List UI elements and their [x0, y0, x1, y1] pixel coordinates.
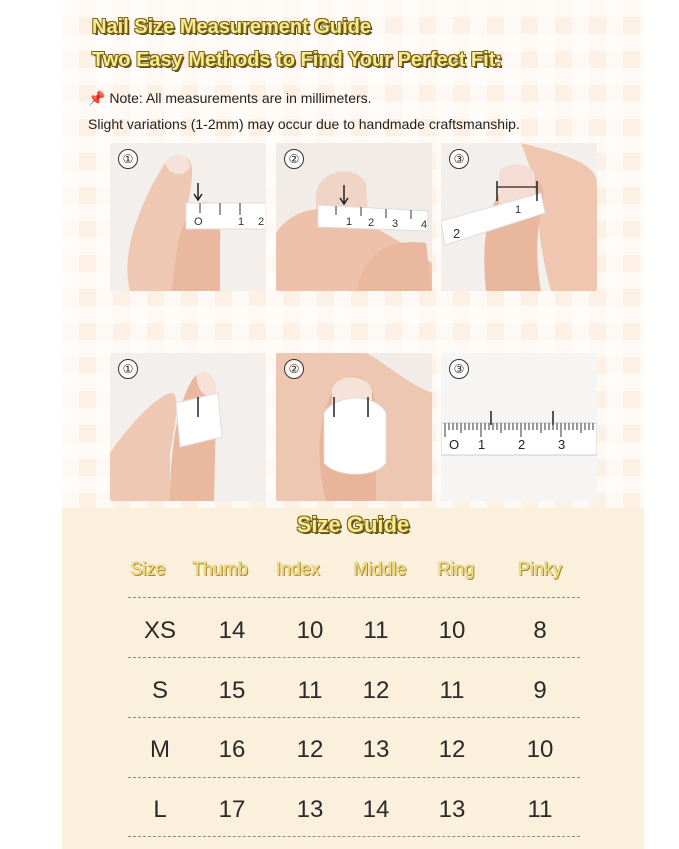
column-header-ring: Ring	[437, 559, 475, 579]
ring-cell: 10	[438, 617, 466, 644]
size-cell: M	[150, 736, 170, 763]
step-2-badge: ②	[284, 149, 304, 169]
middle-cell: 13	[362, 736, 390, 763]
size-cell: S	[151, 677, 168, 704]
middle-cell: 11	[363, 617, 389, 644]
step-3-badge: ③	[449, 359, 469, 379]
tape-number: 1	[346, 216, 353, 228]
pinky-cell: 10	[526, 736, 554, 763]
index-cell: 12	[296, 736, 324, 763]
middle-cell: 12	[362, 677, 390, 704]
tape-number: 1	[515, 204, 522, 216]
tape-number: 4	[421, 219, 428, 231]
method1-step1-photo	[110, 143, 266, 291]
ruler-number: 2	[518, 437, 526, 452]
index-cell: 11	[297, 677, 323, 704]
column-header-pinky: Pinky	[517, 559, 562, 579]
size-cell: L	[153, 796, 167, 823]
thumb-cell: 16	[218, 736, 246, 763]
column-header-index: Index	[275, 559, 321, 579]
tape-number: 2	[453, 226, 461, 241]
method2-step3-photo	[441, 353, 597, 501]
tape-number: 2	[368, 217, 375, 229]
thumb-cell: 17	[218, 796, 246, 823]
index-cell: 13	[296, 796, 324, 823]
column-header-middle: Middle	[353, 559, 407, 579]
ring-cell: 13	[438, 796, 466, 823]
table-divider	[128, 836, 580, 837]
step-1-badge: ①	[118, 359, 138, 379]
ring-cell: 11	[439, 677, 465, 704]
method2-step2-photo	[276, 353, 432, 501]
method2-step1-photo	[110, 353, 266, 501]
thumb-cell: 15	[218, 677, 246, 704]
pushpin-icon: 📌	[88, 90, 106, 106]
middle-cell: 14	[362, 796, 390, 823]
thumb-cell: 14	[218, 617, 246, 644]
method1-step3-photo	[441, 143, 597, 291]
column-header-size: Size	[130, 559, 166, 579]
page-subtitle: Two Easy Methods to Find Your Perfect Fit:	[92, 49, 503, 71]
tape-number: 3	[392, 218, 399, 230]
ruler-number: 3	[558, 437, 566, 452]
step-3-badge: ③	[449, 149, 469, 169]
tape-number: O	[194, 216, 203, 228]
column-header-thumb: Thumb	[191, 559, 249, 579]
size-cell: XS	[143, 617, 176, 644]
note-line-1: 📌 Note: All measurements are in millimeters.	[88, 90, 372, 106]
table-divider	[128, 777, 580, 778]
table-divider	[128, 717, 580, 718]
step-1-badge: ①	[118, 149, 138, 169]
note-line-2: Slight variations (1-2mm) may occur due to handmade craftsmanship.	[88, 116, 520, 132]
tape-number: 2	[258, 216, 265, 228]
pinky-cell: 9	[533, 677, 547, 704]
ring-cell: 12	[438, 736, 466, 763]
size-guide-title: Size Guide	[296, 512, 410, 537]
step-2-badge: ②	[284, 359, 304, 379]
pinky-cell: 8	[533, 617, 547, 644]
table-divider	[128, 597, 580, 598]
ruler-number: 1	[478, 437, 486, 452]
page-title: Nail Size Measurement Guide	[92, 16, 371, 38]
table-divider	[128, 657, 580, 658]
index-cell: 10	[296, 617, 324, 644]
pinky-cell: 11	[527, 796, 553, 823]
tape-number: 1	[238, 216, 245, 228]
ruler-number: O	[449, 437, 460, 452]
method1-step2-photo	[276, 143, 432, 291]
